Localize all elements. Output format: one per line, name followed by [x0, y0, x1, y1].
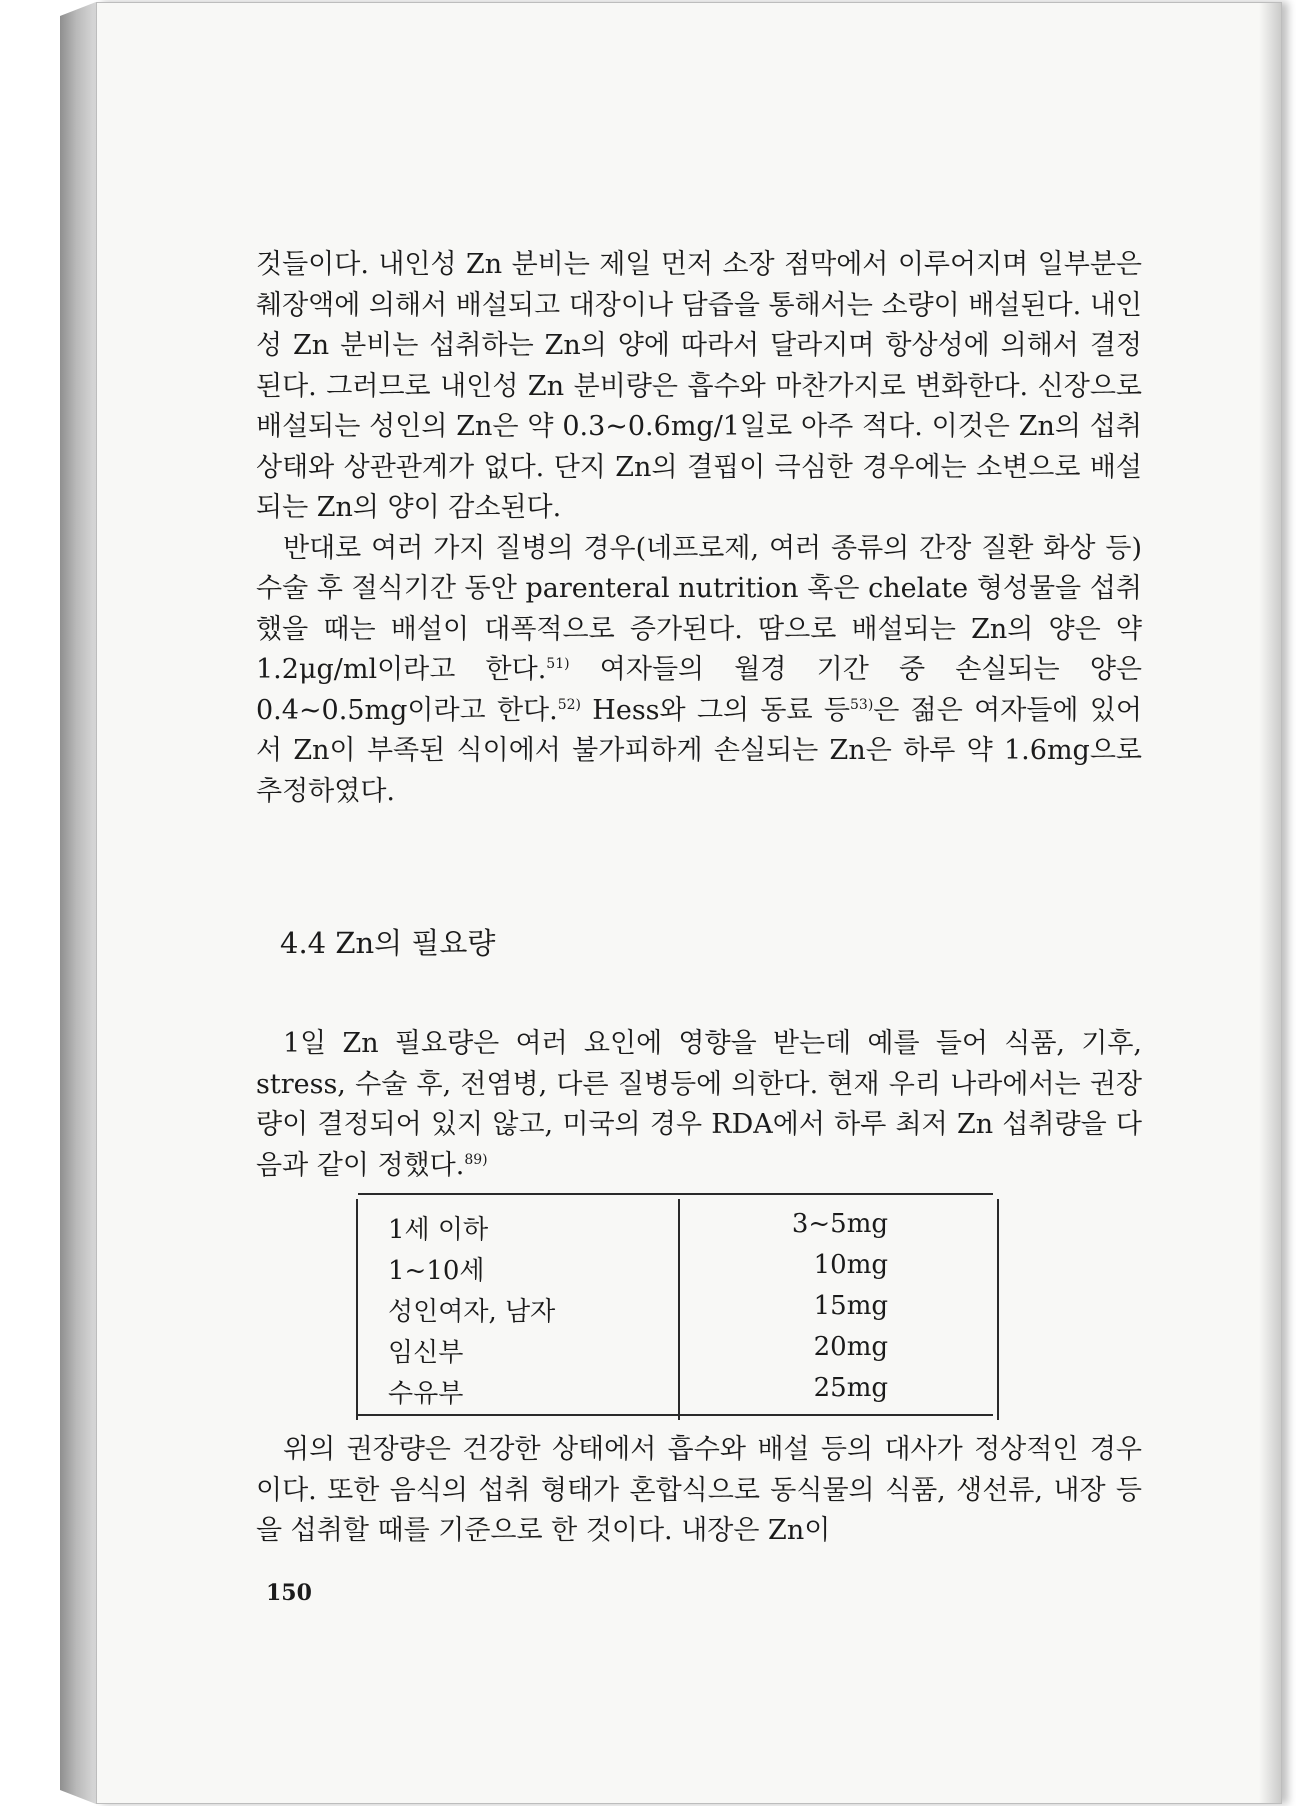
- book-spine-edge: [60, 2, 96, 1804]
- table-row: [358, 1369, 993, 1409]
- table-cell-age: 1세 이하: [388, 1215, 489, 1245]
- table-cell-amount: 3~5mg: [791, 1209, 888, 1239]
- reference-53: 53): [850, 696, 874, 713]
- reference-52: 52): [557, 696, 581, 713]
- paragraph-recommendation-note: 위의 권장량은 건강한 상태에서 흡수와 배설 등의 대사가 정상적인 경우이다. 또한 음식의 섭취 형태가 혼합식으로 동식물의 식품, 생선류, 내장 등을 섭취할 때를 기준으로 한 것이다. 내장은 Zn이: [256, 1434, 1142, 1546]
- reference-89: 89): [464, 1151, 488, 1168]
- page-number: 150: [266, 1580, 312, 1606]
- paragraph-excretion-disease: [256, 529, 1142, 813]
- paragraph-endogenous-zn: 것들이다. 내인성 Zn 분비는 제일 먼저 소장 점막에서 이루어지며 일부분은 췌장액에 의해서 배설되고 대장이나 담즙을 통해서는 소량이 배설된다. 내인성 Zn 분비는 섭취하는 Zn의 양에 따라서 달라지며 항상성에 의해서 결정된다. 그러므로 내인성 Zn 분비량은 흡수와 마찬가지로 변화한다. 신장으로 배설되는 성인의 Zn은 약 0.3~0.6mg/1일로 아주 적다. 이것은 Zn의 섭취 상태와 상관관계가 없다. 단지 Zn의 결핍이 극심한 경우에는 소변으로 배설되는 Zn의 양이 감소된다.: [256, 249, 1142, 523]
- table-row: [358, 1287, 993, 1327]
- table-cell-amount: 25mg: [813, 1373, 888, 1403]
- table-cell-amount: 20mg: [813, 1332, 888, 1362]
- paragraph-excretion-part-2: 여자들의 월경 기간 중 손실되는 양은 0.4~0.5mg이라고 한다.: [256, 654, 1142, 726]
- paragraph-excretion-part-1: 반대로 여러 가지 질병의 경우(네프로제, 여러 종류의 간장 질환 화상 등) 수술 후 절식기간 동안 parenteral nutrition 혹은 chelate 형성물을 섭취했을 때는 배설이 대폭적으로 증가된다. 땀으로 배설되는 Zn의 양은 약 1.2μg/ml이라고 한다.: [256, 532, 1142, 685]
- table-cell-age: 임신부: [388, 1338, 464, 1368]
- section-heading-zn-requirement: 4.4 Zn의 필요량: [280, 926, 496, 960]
- table-row: [358, 1205, 993, 1245]
- page-edge-shadow: [1259, 3, 1281, 1803]
- table-cell-age: 성인여자, 남자: [388, 1297, 556, 1327]
- table-cell-age: 1~10세: [388, 1256, 485, 1286]
- table-cell-amount: 10mg: [813, 1250, 888, 1280]
- body-text-upper: [256, 245, 1142, 812]
- table-row: [358, 1246, 993, 1286]
- table-cell-age: 수유부: [388, 1379, 464, 1409]
- zn-requirement-table: [358, 1193, 993, 1416]
- paragraph-daily-requirement: [256, 1024, 1142, 1186]
- table-row: [358, 1328, 993, 1368]
- paragraph-daily-requirement-text: 1일 Zn 필요량은 여러 요인에 영향을 받는데 예를 들어 식품, 기후, stress, 수술 후, 전염병, 다른 질병등에 의한다. 현재 우리 나라에서는 권장량이 결정되어 있지 않고, 미국의 경우 RDA에서 하루 최저 Zn 섭취량을 다음과 같이 정했다.: [256, 1028, 1142, 1181]
- paragraph-excretion-part-4: 은 젊은 여자들에 있어서 Zn이 부족된 식이에서 불가피하게 손실되는 Zn은 하루 약 1.6mg으로 추정하였다.: [256, 694, 1142, 807]
- table-right-border: [997, 1199, 999, 1420]
- table-cell-amount: 15mg: [813, 1291, 888, 1321]
- paragraph-excretion-part-3: Hess와 그의 동료 등: [580, 694, 850, 726]
- reference-51: 51): [546, 656, 570, 672]
